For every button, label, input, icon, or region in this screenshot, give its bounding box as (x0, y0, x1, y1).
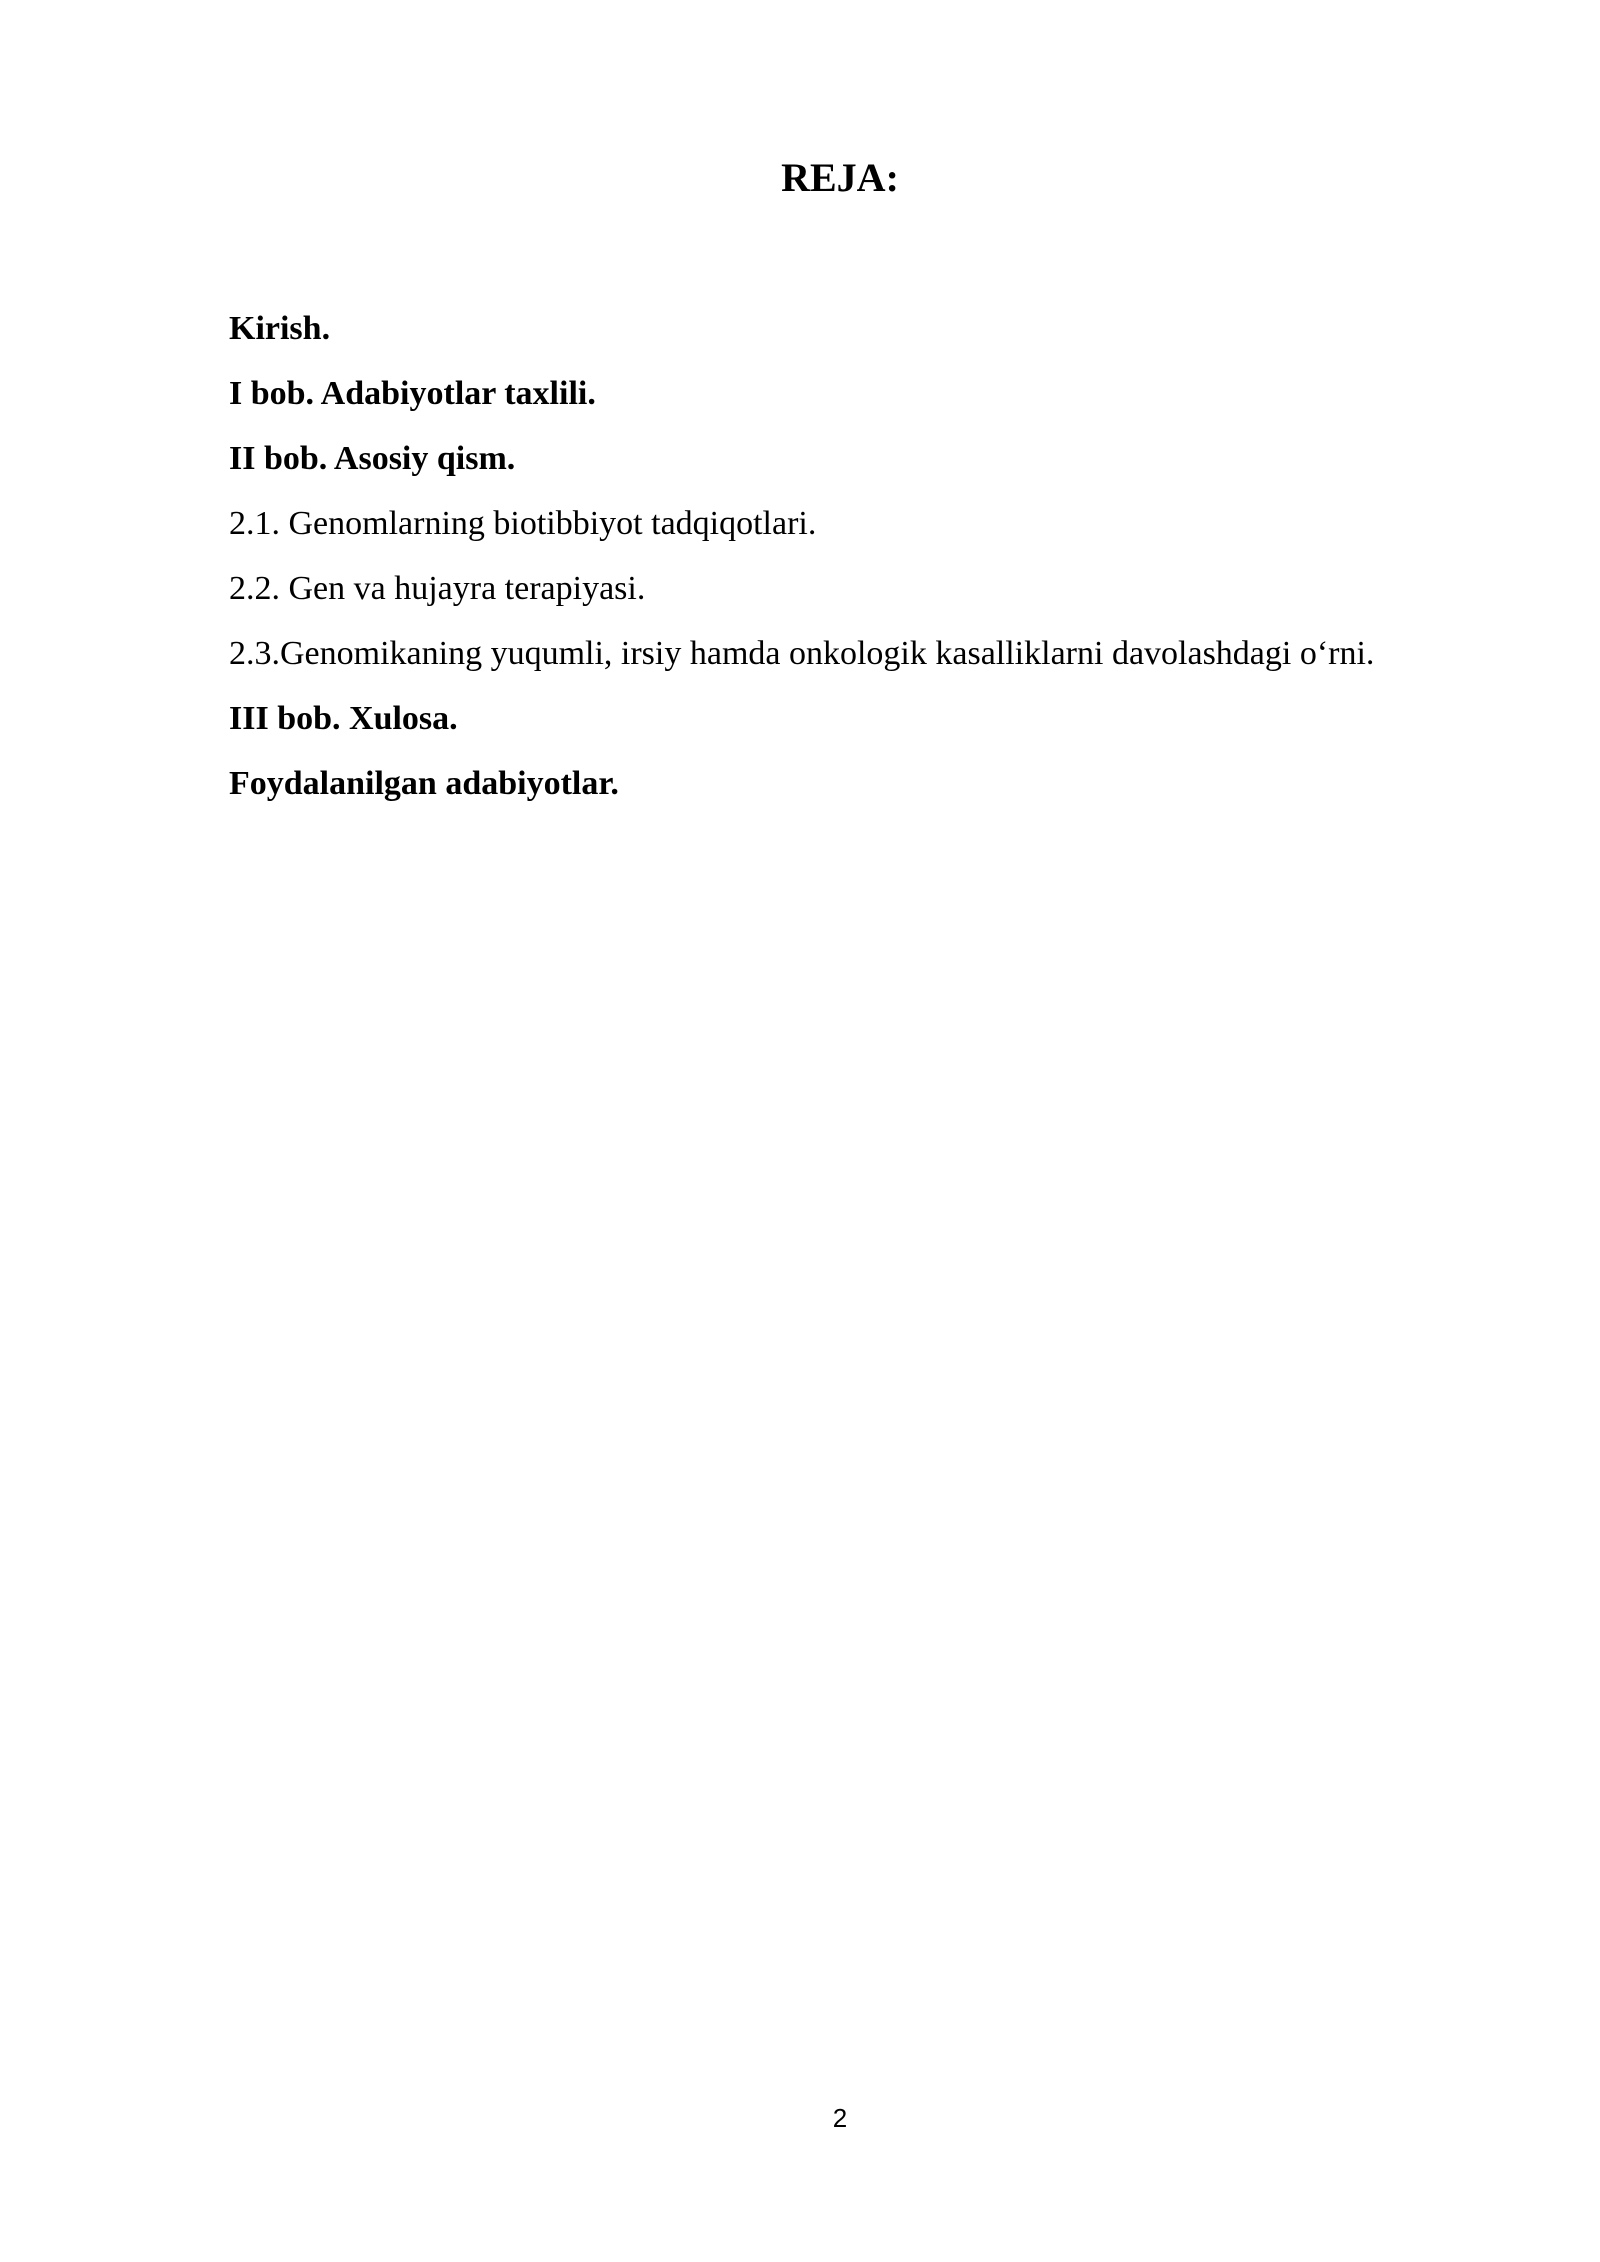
table-of-contents (229, 296, 1450, 816)
toc-item-section-2-3: 2.3.Genomikaning yuqumli, irsiy hamda onkologik kasalliklarni davolashdagi o‘rni. (229, 635, 1375, 672)
toc-item-references: Foydalanilgan adabiyotlar. (229, 765, 619, 802)
toc-item-chapter-2: II bob. Asosiy qism. (229, 440, 516, 477)
page-number: 2 (832, 2103, 848, 2133)
toc-item-section-2-2: 2.2. Gen va hujayra terapiyasi. (229, 570, 646, 607)
toc-item-chapter-3: III bob. Xulosa. (229, 700, 458, 737)
page-title: REJA: (781, 155, 899, 200)
toc-item-introduction: Kirish. (229, 310, 331, 347)
toc-item-chapter-1: I bob. Adabiyotlar taxlili. (229, 375, 596, 412)
toc-item-section-2-1: 2.1. Genomlarning biotibbiyot tadqiqotlari. (229, 505, 817, 542)
